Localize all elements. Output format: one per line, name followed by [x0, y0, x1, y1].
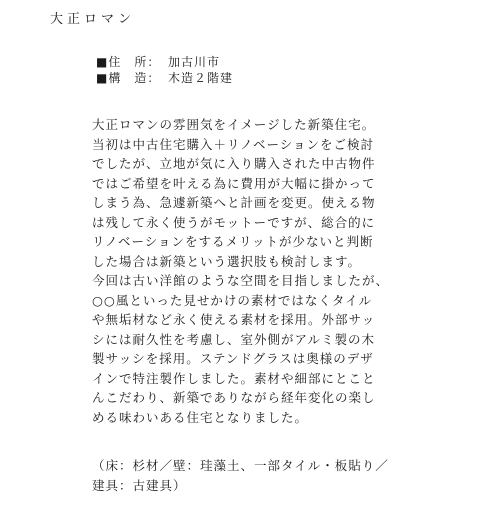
materials-note: [92, 456, 389, 495]
body-line: リノベーションをするメリットが少ないと判断: [92, 234, 374, 249]
info-row-structure: [96, 70, 233, 86]
body-line: でしたが、立地が気に入り購入された中古物件: [92, 156, 376, 171]
body-line: や無垢材など永く使える素材を採用。外部サッ: [92, 312, 376, 327]
body-line: した場合は新築という選択肢も検討します。: [92, 253, 362, 269]
body-line: シには耐久性を考慮し、室外側がアルミ製の木: [92, 331, 376, 347]
body-line: ではご希望を叶える為に費用が大幅に掛かって: [92, 175, 376, 191]
body-line: 製サッシを採用。ステンドグラスは奥様のデザ: [92, 351, 374, 366]
address-label: ■住 所：: [96, 55, 161, 69]
info-row-address: [96, 54, 233, 70]
body-line: 大正ロマンの雰囲気をイメージした新築住宅。: [92, 117, 376, 132]
structure-label: ■構 造：: [96, 71, 161, 85]
body-line: んこだわり、新築でありながら経年変化の楽し: [92, 390, 376, 405]
page-title: 大正ロマン: [50, 12, 136, 27]
structure-value: 木造２階建: [168, 71, 234, 85]
body-line: ○○風といった見せかけの素材ではなくタイル: [92, 292, 373, 308]
body-line: 今回は古い洋館のような空間を目指しましたが、: [92, 273, 390, 288]
address-value: 加古川市: [168, 55, 221, 69]
body-line: は残して永く使うがモットーですが、総合的に: [92, 214, 376, 230]
note-line: 建具：古建具）: [92, 477, 187, 493]
property-info: [96, 54, 233, 86]
body-line: しまう為、急遽新築へと計画を変更。使える物: [92, 195, 376, 210]
body-line: インで特注製作しました。素材や細部にとこと: [92, 370, 376, 386]
body-line: 当初は中古住宅購入＋リノベーションをご検討: [92, 136, 375, 152]
body-line: める味わいある住宅となりました。: [92, 409, 309, 425]
note-line: （床：杉材／壁：珪藻土、一部タイル・板貼り／: [92, 458, 389, 473]
description-paragraph: [92, 115, 432, 427]
